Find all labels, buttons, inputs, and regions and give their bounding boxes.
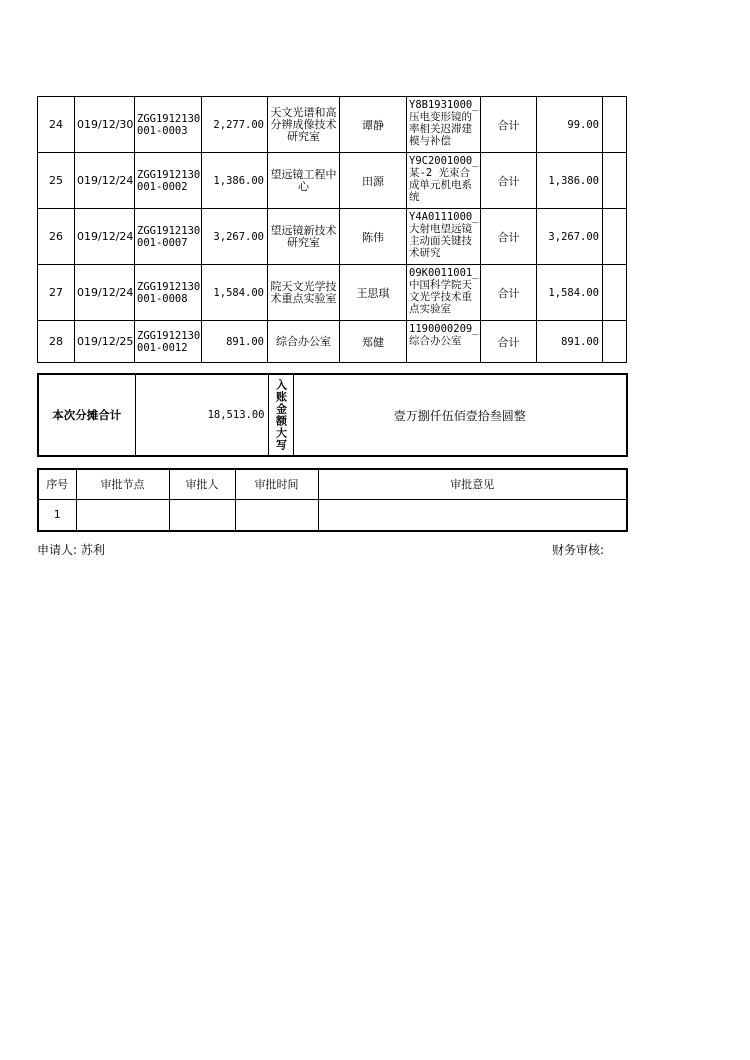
row-date: 019/12/24	[77, 286, 134, 299]
approval-header-opinion: 审批意见	[318, 469, 627, 499]
table-row	[38, 321, 627, 363]
row-project: Y8B1931000_压电变形镜的率相关迟滞建模与补偿	[407, 97, 481, 153]
row-doc-no: ZGG1912130001-0007	[135, 209, 202, 265]
row-type: 合计	[481, 265, 537, 321]
row-person: 郑健	[340, 321, 407, 363]
approval-header-approver: 审批人	[169, 469, 235, 499]
summary-amount-words: 壹万捌仟伍佰壹拾叁圆整	[293, 374, 627, 456]
row-project: Y9C2001000_某-2 光束合成单元机电系统	[407, 153, 481, 209]
row-no: 26	[38, 209, 75, 265]
row-date: 019/12/24	[77, 230, 134, 243]
approval-row-approver	[169, 499, 235, 531]
row-department: 综合办公室	[268, 321, 340, 363]
table-row	[38, 209, 627, 265]
row-type: 合计	[481, 209, 537, 265]
row-department: 天文光谱和高分辨成像技术研究室	[268, 97, 340, 153]
row-no: 27	[38, 265, 75, 321]
row-date: 019/12/24	[77, 174, 134, 187]
row-department: 院天文光学技术重点实验室	[268, 265, 340, 321]
row-project: 1190000209_综合办公室	[407, 321, 481, 363]
row-total: 3,267.00	[537, 209, 603, 265]
approval-header-row	[38, 469, 627, 499]
row-extra	[603, 97, 627, 153]
approval-header-time: 审批时间	[235, 469, 318, 499]
row-doc-no: ZGG1912130001-0002	[135, 153, 202, 209]
row-no: 24	[38, 97, 75, 153]
row-doc-no: ZGG1912130001-0003	[135, 97, 202, 153]
row-extra	[603, 153, 627, 209]
row-total: 891.00	[537, 321, 603, 363]
row-extra	[603, 209, 627, 265]
row-department: 望远镜工程中心	[268, 153, 340, 209]
summary-vertical-cell	[268, 374, 293, 456]
row-total: 1,386.00	[537, 153, 603, 209]
row-date: 019/12/25	[77, 335, 134, 348]
row-amount: 1,386.00	[202, 153, 268, 209]
approval-header-node: 审批节点	[76, 469, 169, 499]
row-person: 王思琪	[340, 265, 407, 321]
approval-row-no: 1	[38, 499, 76, 531]
row-no: 28	[38, 321, 75, 363]
applicant-label: 申请人: 苏利	[37, 543, 105, 557]
summary-amount: 18,513.00	[135, 374, 268, 456]
row-project: 09K0011001_中国科学院天文光学技术重点实验室	[407, 265, 481, 321]
row-doc-no: ZGG1912130001-0012	[135, 321, 202, 363]
row-extra	[603, 265, 627, 321]
summary-table	[37, 373, 628, 457]
finance-review-label: 财务审核:	[552, 543, 605, 557]
row-type: 合计	[481, 97, 537, 153]
row-amount: 2,277.00	[202, 97, 268, 153]
row-type: 合计	[481, 153, 537, 209]
row-doc-no: ZGG1912130001-0008	[135, 265, 202, 321]
row-amount: 891.00	[202, 321, 268, 363]
approval-row-opinion	[318, 499, 627, 531]
allocation-table	[37, 96, 627, 363]
table-row	[38, 153, 627, 209]
row-total: 1,584.00	[537, 265, 603, 321]
summary-label: 本次分摊合计	[38, 374, 135, 456]
row-person: 谭静	[340, 97, 407, 153]
row-date: 019/12/30	[77, 118, 134, 131]
row-no: 25	[38, 153, 75, 209]
table-row	[38, 97, 627, 153]
row-amount: 3,267.00	[202, 209, 268, 265]
approval-header-no: 序号	[38, 469, 76, 499]
approval-table	[37, 468, 628, 532]
row-person: 田源	[340, 153, 407, 209]
row-total: 99.00	[537, 97, 603, 153]
approval-row-node	[76, 499, 169, 531]
row-person: 陈伟	[340, 209, 407, 265]
row-project: Y4A0111000_大射电望远镜主动面关键技术研究	[407, 209, 481, 265]
row-type: 合计	[481, 321, 537, 363]
row-department: 望远镜新技术研究室	[268, 209, 340, 265]
approval-row-time	[235, 499, 318, 531]
row-extra	[603, 321, 627, 363]
table-row	[38, 265, 627, 321]
approval-row	[38, 499, 627, 531]
row-amount: 1,584.00	[202, 265, 268, 321]
summary-vertical-label: 入账金额大写	[274, 379, 288, 451]
